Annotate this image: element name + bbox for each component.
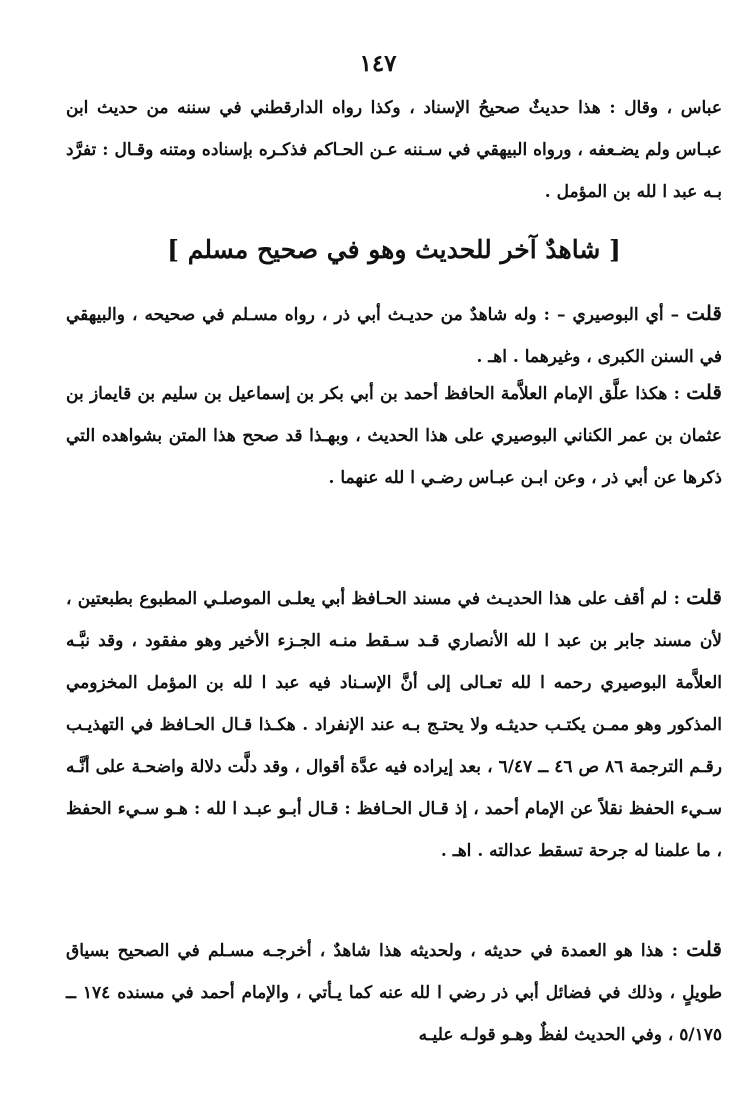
- paragraph-3: [66, 371, 722, 499]
- paragraph-4: [66, 576, 722, 872]
- paragraph-3-body: : هكذا علَّق الإمام العلاَّمة الحافظ أحمد بن أبي بكر بن إسماعيل بن سليم بن قايماز بن عثمان بن عمر الكناني البوصيري على هذا الحديث ، وبهـذا قد صحح هذا المتن بشواهده التي ذكرها عن أبي ذر ، وعن ابـن عبـاس رضـي ا لله عنهما .: [66, 384, 722, 488]
- qult-lead: قلت: [686, 380, 722, 404]
- qult-lead: قلت: [686, 937, 722, 961]
- paragraph-2-body: – أي البوصيري – : وله شاهدٌ من حديـث أبي ذر ، رواه مسـلم في صحيحه ، والبيهقي في السنن الكبرى ، وغيرهما . اهـ .: [66, 305, 722, 367]
- qult-lead: قلت: [686, 301, 722, 325]
- qult-lead: قلت: [686, 585, 722, 609]
- section-heading: [ شاهدٌ آخر للحديث وهو في صحيح مسلم ]: [167, 235, 621, 264]
- paragraph-1: عباس ، وقال : هذا حديثٌ صحيحُ الإسناد ، وكذا رواه الدارقطني في سننه من حديث ابن عبـاس ولم يضـعفه ، ورواه البيهقي في سـننه عـن الحـاكم فذكـره بإسناده ومتنه وقـال : تفرَّد بـه عبد ا لله بن المؤمل .: [66, 98, 722, 202]
- page-number: ١٤٧: [359, 50, 397, 77]
- paragraph-5: [66, 928, 722, 1056]
- paragraph-5-body: : هذا هو العمدة في حديثه ، ولحديثه هذا شاهدٌ ، أخرجـه مسـلم في الصحيح بسياق طويلٍ ، وذلك في فضائل أبي ذر رضي ا لله عنه كما يـأتي ، والإمام أحمد في مسنده ١٧٤ ــ ٥/١٧٥ ، وفي الحديث لفظٌ وهـو قولـه عليـه: [66, 941, 722, 1045]
- paragraph-4-body: : لم أقف على هذا الحديـث في مسند الحـافظ أبي يعلـى الموصلـي المطبوع بطبعتين ، لأن مسند جابر بن عبد ا لله الأنصاري قـد سـقط منـه الجـزء الأخير وهو مفقود ، وقد نبَّـه العلاَّمة البوصيري رحمه ا لله تعـالى إلى أنَّ الإسـناد فيه عبد ا لله بن المؤمل المخزومي المذكور وهو ممـن يكتـب حديثـه ولا يحتـج بـه عند الإنفراد . هكـذا قـال الحـافظ في التهذيـب رقـم الترجمة ٨٦ ص ٤٦ ــ ٦/٤٧ ، بعد إيراده فيه عدَّة أقوال ، وقد دلَّت دلالة واضحـة على أنَّـه سـيء الحفظ نقلاً عن الإمام أحمد ، إذ قـال الحـافظ : قـال أبـو عبـد ا لله : هـو سـيء الحفظ ، ما علمنا له جرحة تسقط عدالته . اهـ .: [66, 589, 722, 861]
- paragraph-2: [66, 292, 722, 378]
